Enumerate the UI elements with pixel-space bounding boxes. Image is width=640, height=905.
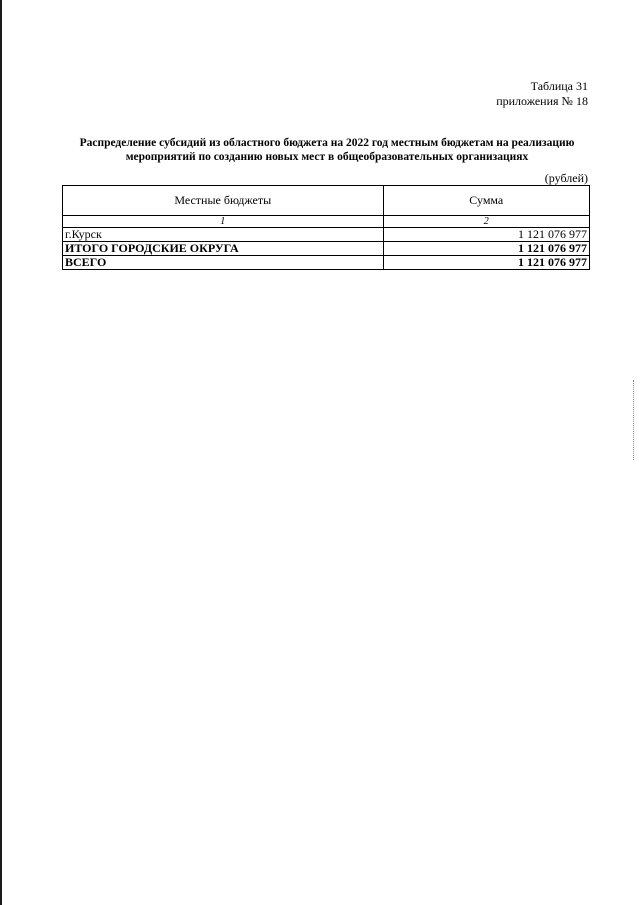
title-line-1: Распределение субсидий из областного бюджета на 2022 год местным бюджетам на реализацию <box>79 137 575 149</box>
table-header-row <box>63 186 590 216</box>
title-line-2: мероприятий по созданию новых мест в общеобразовательных организациях <box>125 151 529 163</box>
scan-edge-right <box>632 380 634 460</box>
row-amount: 1 121 076 977 <box>383 256 589 270</box>
column-header-budgets: Местные бюджеты <box>63 186 384 216</box>
row-name: ВСЕГО <box>63 256 384 270</box>
row-amount: 1 121 076 977 <box>383 242 589 256</box>
row-amount: 1 121 076 977 <box>383 228 589 242</box>
table-row-subtotal <box>63 242 590 256</box>
column-number-row <box>63 216 590 228</box>
row-name: ИТОГО ГОРОДСКИЕ ОКРУГА <box>63 242 384 256</box>
table-row <box>63 228 590 242</box>
units-label: (рублей) <box>544 171 588 185</box>
column-number-2: 2 <box>383 216 589 228</box>
scan-edge-left <box>0 0 2 905</box>
document-title <box>62 136 592 164</box>
table-reference <box>496 79 588 109</box>
row-name: г.Курск <box>63 228 384 242</box>
table-label: Таблица 31 <box>530 79 588 93</box>
column-header-amount: Сумма <box>383 186 589 216</box>
column-number-1: 1 <box>63 216 384 228</box>
subsidy-table <box>62 185 590 270</box>
table-row-total <box>63 256 590 270</box>
appendix-label: приложения № 18 <box>496 94 588 108</box>
